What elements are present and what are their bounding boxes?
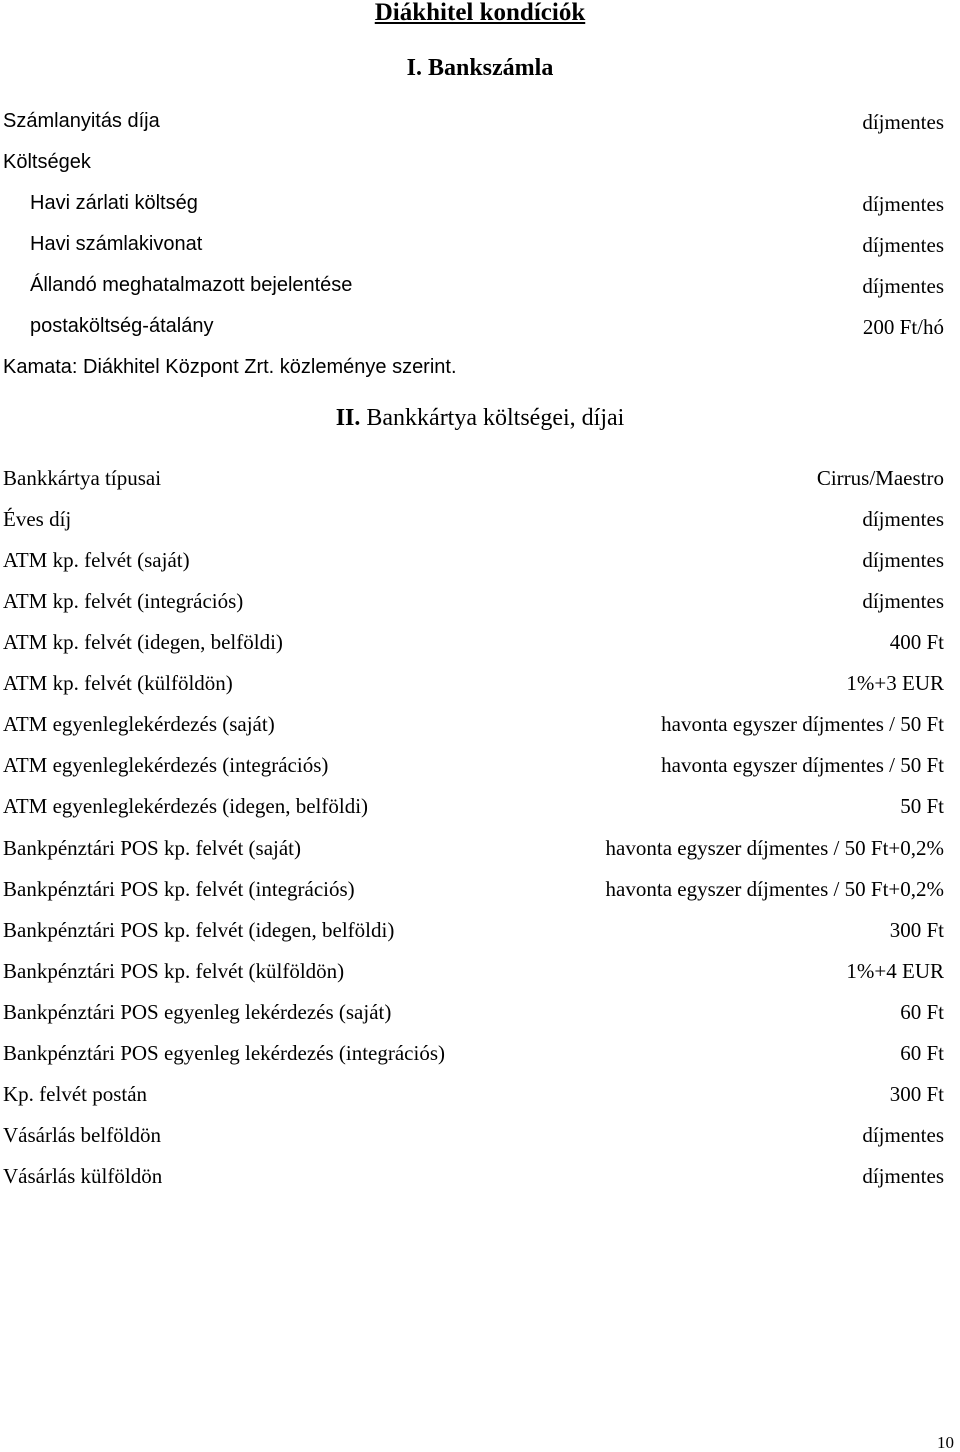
row-label: Bankkártya típusai [3,466,162,490]
row-value: 300 Ft [889,918,944,942]
row-value: 400 Ft [889,630,944,654]
row-label: Havi számlakivonat [30,233,203,255]
interest-note-row [0,356,944,382]
table-row [0,794,944,820]
section-title: Bankkártya költségei, díjai [366,405,625,431]
row-label: Bankpénztári POS kp. felvét (külföldön) [3,959,345,983]
table-row [0,151,944,177]
row-value: havonta egyszer díjmentes / 50 Ft+0,2% [605,877,944,901]
table-row [0,712,944,738]
page-number: 10 [937,1433,954,1452]
table-row [0,466,944,492]
row-label: Éves díj [3,507,72,531]
table-row [0,274,944,300]
row-value: 60 Ft [900,1000,944,1024]
row-value: 200 Ft/hó [862,315,944,339]
section-heading-bankkartya [0,406,960,430]
table-row [0,630,944,656]
table-row [0,753,944,779]
row-value: 60 Ft [900,1041,944,1065]
row-value: díjmentes [862,1123,944,1147]
row-value: díjmentes [862,507,944,531]
table-row [0,959,944,985]
row-label: ATM egyenleglekérdezés (integrációs) [3,753,329,777]
table-row [0,192,944,218]
table-row [0,1082,944,1108]
row-value: havonta egyszer díjmentes / 50 Ft [661,712,944,736]
table-row [0,836,944,862]
row-value: Cirrus/Maestro [816,466,944,490]
table-row [0,918,944,944]
table-row [0,507,944,533]
row-value: 300 Ft [889,1082,944,1106]
row-value: díjmentes [862,192,944,216]
section-number: II. [335,405,361,431]
table-row [0,877,944,903]
table-row [0,1041,944,1067]
row-label: Költségek [3,151,91,173]
row-label: Számlanyitás díja [3,110,160,132]
table-row [0,233,944,259]
row-label: Havi zárlati költség [30,192,198,214]
table-row [0,671,944,697]
row-label: Bankpénztári POS kp. felvét (saját) [3,836,301,860]
row-value: 50 Ft [900,794,944,818]
row-value: 1%+4 EUR [846,959,944,983]
row-value: havonta egyszer díjmentes / 50 Ft [661,753,944,777]
row-label: ATM kp. felvét (integrációs) [3,589,244,613]
row-label: ATM kp. felvét (idegen, belföldi) [3,630,283,654]
row-label: ATM kp. felvét (saját) [3,548,190,572]
table-row [0,315,944,341]
row-value: díjmentes [862,274,944,298]
row-value: havonta egyszer díjmentes / 50 Ft+0,2% [605,836,944,860]
table-row [0,1123,944,1149]
row-label: Állandó meghatalmazott bejelentése [30,274,353,296]
row-label: Vásárlás külföldön [3,1164,163,1188]
page-title: Diákhitel kondíciók [374,0,586,26]
row-value: díjmentes [862,1164,944,1188]
row-label: postaköltség-átalány [30,315,214,337]
row-value: díjmentes [862,233,944,257]
row-label: Bankpénztári POS egyenleg lekérdezés (saját) [3,1000,392,1024]
row-label: ATM egyenleglekérdezés (saját) [3,712,275,736]
row-value: díjmentes [862,110,944,134]
section-heading-bankszamla: I. Bankszámla [406,55,554,81]
row-label: ATM kp. felvét (külföldön) [3,671,233,695]
row-value: díjmentes [862,548,944,572]
table-row [0,589,944,615]
row-value: 1%+3 EUR [846,671,944,695]
row-label: Bankpénztári POS kp. felvét (integrációs) [3,877,355,901]
interest-note: Kamata: Diákhitel Központ Zrt. közleménye szerint. [3,356,457,378]
table-row [0,1000,944,1026]
table-row [0,548,944,574]
row-label: Bankpénztári POS kp. felvét (idegen, belföldi) [3,918,395,942]
row-label: Bankpénztári POS egyenleg lekérdezés (integrációs) [3,1041,445,1065]
row-label: ATM egyenleglekérdezés (idegen, belföldi) [3,794,369,818]
row-value: díjmentes [862,589,944,613]
table-row [0,1164,944,1190]
row-label: Kp. felvét postán [3,1082,148,1106]
row-label: Vásárlás belföldön [3,1123,162,1147]
table-row [0,110,944,136]
